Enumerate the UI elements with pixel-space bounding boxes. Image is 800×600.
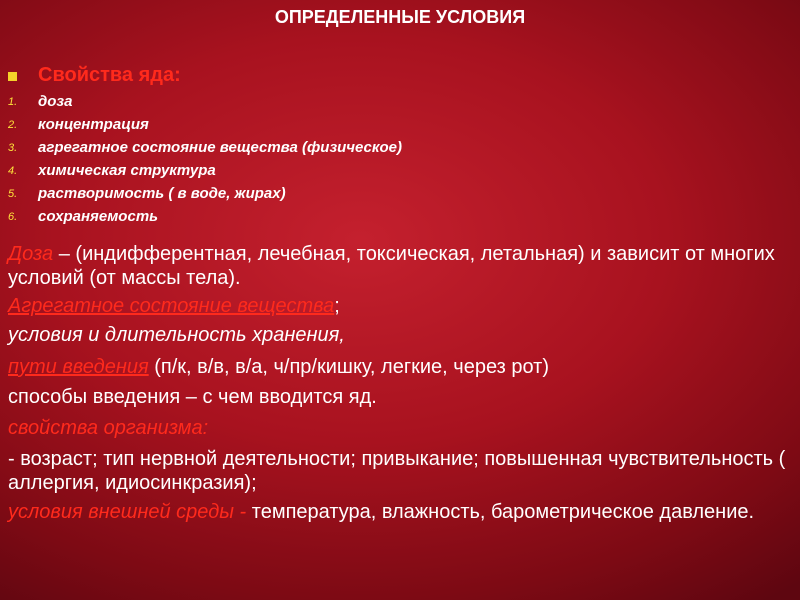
routes-paragraph — [8, 355, 788, 379]
list-item — [8, 91, 608, 113]
environment-paragraph — [8, 500, 788, 524]
list-number: 5. — [8, 188, 18, 200]
list-item — [8, 137, 608, 159]
list-item — [8, 114, 608, 136]
list-number: 1. — [8, 96, 18, 108]
environment-term: условия внешней среды - — [8, 501, 247, 523]
organism-paragraph — [8, 416, 788, 440]
list-number: 4. — [8, 165, 18, 177]
organism-term: свойства организма: — [8, 417, 209, 439]
list-number: 2. — [8, 119, 18, 131]
aggregate-state-text: ; — [334, 295, 340, 317]
list-item-text: агрегатное состояние вещества (физическое) — [38, 139, 403, 156]
list-item-text: химическая структура — [38, 162, 216, 179]
list-item-text: доза — [38, 93, 73, 110]
square-bullet-icon — [8, 72, 17, 81]
poison-properties-heading: Свойства яда: — [38, 64, 181, 86]
list-number: 3. — [8, 142, 18, 154]
age-text: - возраст; тип нервной деятельности; привыкание; повышенная чувствительность ( аллергия, идиосинкразия); — [8, 448, 786, 494]
routes-text: (п/к, в/в, в/а, ч/пр/кишку, легкие, через рот) — [148, 356, 549, 378]
list-item-text: растворимость ( в воде, жирах) — [38, 185, 286, 202]
list-item — [8, 160, 608, 182]
dose-paragraph — [8, 242, 788, 290]
age-paragraph — [8, 447, 788, 495]
list-item-text: концентрация — [38, 116, 149, 133]
aggregate-state-term: Агрегатное состояние вещества — [8, 295, 335, 317]
dose-text: – (индифферентная, лечебная, токсическая, летальная) и зависит от многих условий (от массы тела). — [8, 243, 775, 289]
list-item-text: сохраняемость — [38, 208, 159, 225]
aggregate-state-paragraph — [8, 294, 788, 318]
slide-title: ОПРЕДЕЛЕННЫЕ УСЛОВИЯ — [274, 7, 526, 27]
dose-term: Доза — [8, 243, 54, 265]
storage-paragraph — [8, 323, 788, 347]
list-item — [8, 206, 608, 228]
methods-paragraph — [8, 385, 788, 409]
list-item — [8, 183, 608, 205]
storage-text: условия и длительность хранения, — [8, 324, 345, 346]
environment-text: температура, влажность, барометрическое давление. — [246, 501, 755, 523]
methods-text: способы введения – с чем вводится яд. — [8, 386, 377, 408]
routes-term: пути введения — [8, 356, 149, 378]
list-number: 6. — [8, 211, 18, 223]
